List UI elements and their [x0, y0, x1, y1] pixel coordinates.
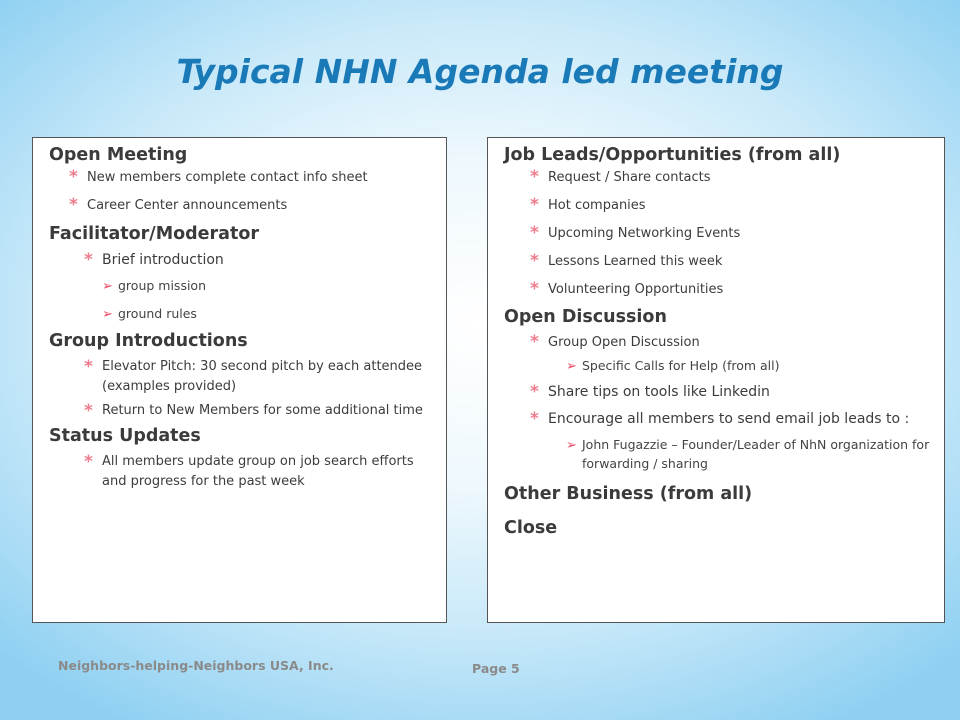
section-group-introductions	[49, 330, 436, 421]
sub-list-item: ➢ John Fugazzie – Founder/Leader of NhN organization for forwarding / sharing	[566, 437, 930, 471]
sub-list-item: ➢ ground rules	[102, 304, 436, 324]
section-close	[504, 517, 934, 539]
section-heading: Open Discussion	[504, 307, 667, 327]
asterisk-bullet-icon: *	[530, 167, 539, 187]
list-item: * Encourage all members to send email job leads to : ➢ John Fugazzie – Founder/Leader of NhN organization for forwarding / sharing	[530, 409, 934, 473]
asterisk-bullet-icon: *	[84, 250, 93, 270]
section-other-business	[504, 483, 934, 505]
arrow-bullet-icon: ➢	[566, 359, 577, 374]
section-heading: Open Meeting	[49, 145, 188, 165]
section-heading: Job Leads/Opportunities (from all)	[504, 145, 841, 165]
asterisk-bullet-icon: *	[530, 223, 539, 243]
section-facilitator	[49, 223, 436, 324]
section-heading: Facilitator/Moderator	[49, 224, 259, 244]
asterisk-bullet-icon: *	[530, 279, 539, 299]
section-open-discussion	[504, 306, 934, 473]
list-item: * All members update group on job search efforts and progress for the past week	[84, 452, 414, 489]
list-item: * Share tips on tools like Linkedin	[530, 382, 770, 402]
list-item: * Lessons Learned this week	[530, 251, 723, 271]
asterisk-bullet-icon: *	[530, 251, 539, 271]
list-item: * Volunteering Opportunities	[530, 279, 724, 299]
sub-list-item: ➢ Specific Calls for Help (from all)	[566, 356, 934, 376]
list-item: * Career Center announcements	[69, 195, 288, 215]
section-status-updates	[49, 425, 436, 492]
right-agenda-panel	[487, 137, 945, 623]
asterisk-bullet-icon: *	[530, 332, 539, 352]
asterisk-bullet-icon: *	[530, 382, 539, 402]
list-item: * Return to New Members for some additional time	[84, 401, 423, 421]
arrow-bullet-icon: ➢	[102, 279, 113, 294]
arrow-bullet-icon: ➢	[102, 307, 113, 322]
list-item: * Group Open Discussion ➢ Specific Calls for Help (from all)	[530, 332, 934, 376]
asterisk-bullet-icon: *	[69, 195, 78, 215]
section-heading: Other Business (from all)	[504, 484, 753, 504]
page-number: Page 5	[472, 661, 520, 676]
sub-list-item: ➢ group mission	[102, 276, 436, 296]
asterisk-bullet-icon: *	[530, 409, 539, 429]
section-heading: Close	[504, 518, 558, 538]
asterisk-bullet-icon: *	[530, 195, 539, 215]
asterisk-bullet-icon: *	[84, 401, 93, 421]
left-agenda-panel	[32, 137, 447, 623]
list-item: * New members complete contact info sheet	[69, 167, 368, 187]
section-heading: Status Updates	[49, 426, 201, 446]
asterisk-bullet-icon: *	[84, 452, 93, 472]
list-item: * Elevator Pitch: 30 second pitch by each attendee (examples provided)	[84, 357, 423, 394]
list-item: * Hot companies	[530, 195, 646, 215]
asterisk-bullet-icon: *	[69, 167, 78, 187]
section-heading: Group Introductions	[49, 331, 248, 351]
asterisk-bullet-icon: *	[84, 357, 93, 377]
footer-organization: Neighbors-helping-Neighbors USA, Inc.	[58, 658, 334, 673]
list-item: * Request / Share contacts	[530, 167, 711, 187]
section-job-leads	[504, 144, 934, 300]
list-item: * Brief introduction ➢ group mission ➢ ground rules	[84, 250, 436, 324]
section-open-meeting	[49, 144, 436, 216]
arrow-bullet-icon: ➢	[566, 438, 577, 453]
list-item: * Upcoming Networking Events	[530, 223, 741, 243]
slide-title: Typical NHN Agenda led meeting	[176, 52, 784, 91]
